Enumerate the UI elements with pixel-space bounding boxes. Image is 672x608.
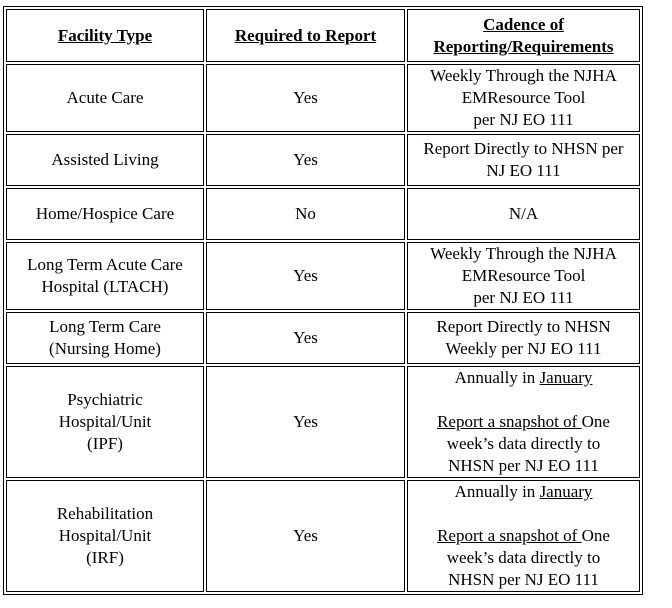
cadence-cell (407, 312, 640, 364)
facility-cell (6, 64, 204, 132)
cadence-line: week’s data directly to (446, 434, 601, 453)
cadence-snapshot-line (412, 525, 635, 547)
snapshot-prefix: Report a snapshot of (437, 412, 582, 431)
cadence-line: EMResource Tool (461, 88, 586, 107)
cadence-cell (407, 242, 640, 310)
cadence-line: Weekly per NJ EO 111 (445, 339, 602, 358)
required-cell: Yes (206, 134, 405, 186)
reporting-requirements-table (3, 6, 643, 595)
facility-line: Hospital/Unit (58, 412, 152, 431)
table-row (6, 64, 640, 132)
cadence-line: Weekly Through the NJHA (430, 244, 617, 263)
cadence-line: Report Directly to NHSN (436, 317, 611, 336)
facility-line: (IRF) (86, 548, 124, 567)
reporting-requirements-table-wrapper (3, 6, 643, 595)
cadence-annual-line (412, 481, 635, 503)
header-row (6, 9, 640, 62)
facility-line: Long Term Care (49, 317, 161, 336)
cadence-cell (407, 134, 640, 186)
table-row (6, 312, 640, 364)
table-row (6, 134, 640, 186)
facility-cell (6, 366, 204, 478)
cadence-cell (407, 188, 640, 240)
table-row (6, 242, 640, 310)
cadence-spacer (412, 503, 635, 525)
facility-cell (6, 134, 204, 186)
required-cell: Yes (206, 366, 405, 478)
facility-cell (6, 312, 204, 364)
required-cell: Yes (206, 480, 405, 592)
snapshot-rest: One (581, 526, 610, 545)
facility-line: (IPF) (87, 434, 123, 453)
facility-cell (6, 242, 204, 310)
required-cell: Yes (206, 242, 405, 310)
cadence-line: week’s data directly to (446, 548, 601, 567)
cadence-line: NHSN per NJ EO 111 (448, 570, 599, 589)
facility-line: Hospital (LTACH) (41, 277, 169, 296)
annual-month: January (539, 482, 593, 501)
required-cell: No (206, 188, 405, 240)
header-cadence-line1: Cadence of (483, 14, 564, 34)
facility-line: (Nursing Home) (49, 339, 161, 358)
annual-prefix: Annually in (454, 368, 540, 387)
facility-line: Rehabilitation (56, 504, 154, 523)
snapshot-rest: One (581, 412, 610, 431)
table-row (6, 188, 640, 240)
cadence-line: NHSN per NJ EO 111 (448, 456, 599, 475)
facility-line: Psychiatric (67, 390, 143, 409)
facility-cell (6, 188, 204, 240)
cadence-cell (407, 480, 640, 592)
cadence-line: N/A (508, 204, 539, 223)
header-cadence (407, 9, 640, 62)
header-cadence-line2: Reporting/Requirements (433, 36, 614, 56)
snapshot-prefix: Report a snapshot of (437, 526, 582, 545)
required-cell: Yes (206, 312, 405, 364)
cadence-line: EMResource Tool (461, 266, 586, 285)
cadence-snapshot-line (412, 411, 635, 433)
facility-line: Long Term Acute Care (27, 255, 183, 274)
annual-month: January (539, 368, 593, 387)
header-required-to-report: Required to Report (206, 9, 405, 62)
header-facility-type: Facility Type (6, 9, 204, 62)
cadence-line: Report Directly to NHSN per (423, 139, 624, 158)
cadence-line: NJ EO 111 (486, 161, 561, 180)
required-cell: Yes (206, 64, 405, 132)
facility-line: Home/Hospice Care (35, 204, 175, 223)
cadence-cell (407, 64, 640, 132)
table-row (6, 366, 640, 478)
table-row (6, 480, 640, 592)
facility-line: Assisted Living (51, 150, 159, 169)
facility-cell (6, 480, 204, 592)
cadence-line: Weekly Through the NJHA (430, 66, 617, 85)
facility-line: Hospital/Unit (58, 526, 152, 545)
cadence-line: per NJ EO 111 (473, 110, 574, 129)
annual-prefix: Annually in (454, 482, 540, 501)
cadence-spacer (412, 389, 635, 411)
cadence-line: per NJ EO 111 (473, 288, 574, 307)
cadence-annual-line (412, 367, 635, 389)
facility-line: Acute Care (66, 88, 144, 107)
cadence-cell (407, 366, 640, 478)
